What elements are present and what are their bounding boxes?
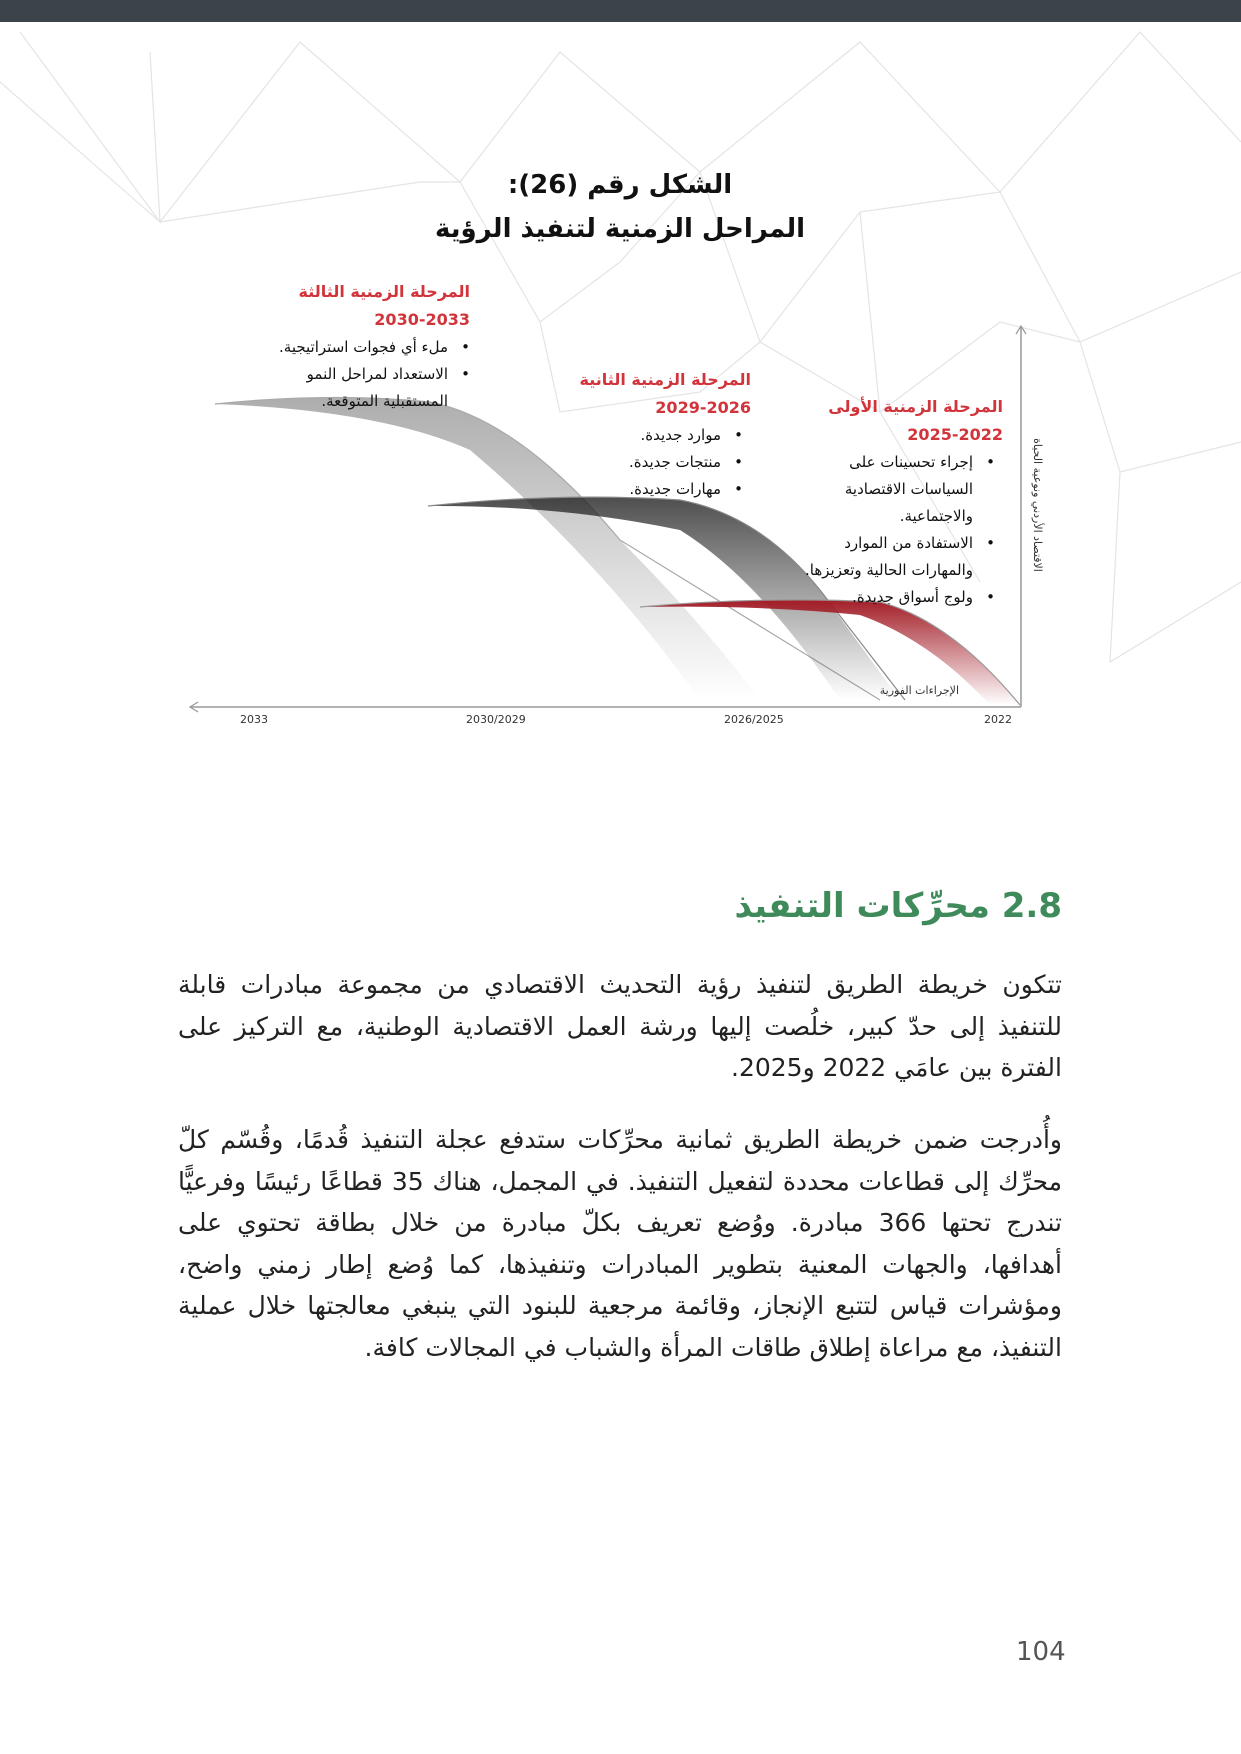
phase-bullet: • مهارات جديدة.: [531, 476, 721, 503]
phase-bullet: • ولوج أسواق جديدة.: [798, 584, 973, 611]
x-tick: 2033: [240, 713, 268, 726]
paragraph: وأُدرجت ضمن خريطة الطريق ثمانية محرِّكات ستدفع عجلة التنفيذ قُدمًا، وقُسّم كلّ محرِّك إلى قطاعات محددة لتفعيل التنفيذ. في المجمل، هناك 35 قطاعًا رئيسًا وفرعيًّا تندرج تحتها 366 مبادرة. ووُضع تعريف بكلّ مبادرة من خلال بطاقة تحتوي على أهدافها، والجهات المعنية بتطوير المبادرات وتنفيذها، كما وُضع إطار زمني واضح، ومؤشرات قياس لتتبع الإنجاز، وقائمة مرجعية للبنود التي ينبغي معالجتها خلال عملية التنفيذ، مع مراعاة إطلاق طاقات المرأة والشباب في المجالات كافة.: [178, 1125, 1062, 1362]
phase-bullet: • منتجات جديدة.: [531, 449, 721, 476]
phase-bullet: • ملء أي فجوات استراتيجية.: [248, 334, 448, 361]
phase-3: [210, 278, 470, 415]
phase-1: [773, 393, 1003, 611]
x-tick: 2030/2029: [466, 713, 526, 726]
phase-bullet: • الاستفادة من الموارد والمهارات الحالية وتعزيزها.: [798, 530, 973, 584]
page-number: 104: [1016, 1637, 1066, 1667]
phase-years: 2025-2022: [907, 425, 1003, 444]
phase-years: 2030-2033: [374, 310, 470, 329]
immediate-actions-label: الإجراءات الفورية: [879, 684, 959, 697]
phase-title: المرحلة الزمنية الأولى: [828, 397, 1003, 416]
figure-title-line2: المراحل الزمنية لتنفيذ الرؤية: [434, 214, 806, 244]
figure-title-line1: الشكل رقم (26):: [507, 170, 733, 200]
phase-bullet: • موارد جديدة.: [531, 422, 721, 449]
phase-bullet: • الاستعداد لمراحل النمو المستقبلية المتوقعة.: [248, 361, 448, 415]
phase-2: [531, 366, 751, 503]
paragraph: تتكون خريطة الطريق لتنفيذ رؤية التحديث الاقتصادي من مجموعة مبادرات قابلة للتنفيذ إلى حدّ كبير، خلُصت إليها ورشة العمل الاقتصادية الوطنية، مع التركيز على الفترة بين عامَي 2022 و2025.: [178, 970, 1062, 1082]
x-tick: 2026/2025: [724, 713, 784, 726]
phase-bullet: • إجراء تحسينات على السياسات الاقتصادية والاجتماعية.: [798, 449, 973, 530]
phase-title: المرحلة الزمنية الثالثة: [298, 282, 470, 301]
y-axis-label: الاقتصاد الأردني ونوعية الحياة: [1031, 438, 1044, 572]
section-heading: 2.8 محرِّكات التنفيذ: [734, 886, 1062, 926]
x-tick: 2022: [984, 713, 1012, 726]
phase-title: المرحلة الزمنية الثانية: [579, 370, 751, 389]
phase-years: 2029-2026: [655, 398, 751, 417]
